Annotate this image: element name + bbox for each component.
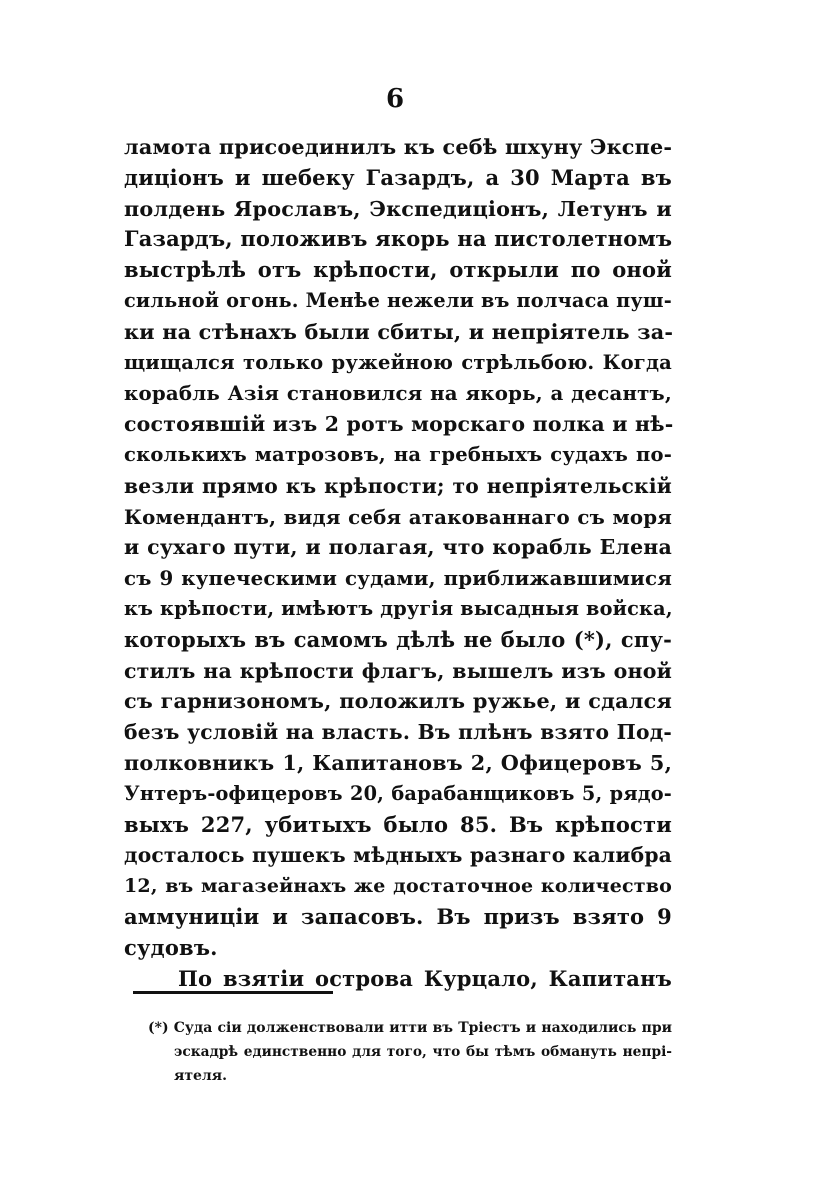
text-line: Унтеръ-офицеровъ 20, барабанщиковъ 5, рядо- xyxy=(124,781,672,805)
footnote-separator xyxy=(133,991,333,994)
footnote-line: (*) Суда сіи долженствовали итти въ Тріестъ и находились при xyxy=(148,1020,672,1036)
text-line: сильной огонь. Менѣе нежели въ полчаса пуш- xyxy=(124,288,672,312)
text-line: щищался только ружейною стрѣльбою. Когда xyxy=(124,350,672,374)
text-line: Газардъ, положивъ якорь на пистолетномъ xyxy=(124,226,673,252)
text-line: и сухаго пути, и полагая, что корабль Елена xyxy=(124,535,672,560)
text-line: сколькихъ матрозовъ, на гребныхъ судахъ по- xyxy=(124,442,672,466)
text-line: стилъ на крѣпости флагъ, вышелъ изъ оной xyxy=(124,658,672,683)
paragraph-start-line: По взятіи острова Курцало, Капитанъ xyxy=(178,965,672,991)
text-line: выхъ 227, убитыхъ было 85. Въ крѣпости xyxy=(124,811,672,837)
text-line: Комендантъ, видя себя атакованнаго съ моря xyxy=(124,504,672,529)
footnote-line: эскадрѣ единственно для того, что бы тѣмъ обмануть непрі- xyxy=(174,1044,672,1060)
text-line: 12, въ магазейнахъ же достаточное количество xyxy=(124,875,672,898)
text-line: которыхъ въ самомъ дѣлѣ не было (*), спу- xyxy=(124,626,672,652)
text-line: досталось пушекъ мѣдныхъ разнаго калибра xyxy=(124,843,672,868)
text-line: везли прямо къ крѣпости; то непріятельскій xyxy=(124,473,672,498)
page-number: 6 xyxy=(385,84,405,114)
text-line: судовъ. xyxy=(124,934,218,960)
text-line: безъ условій на власть. Въ плѣнъ взято Под- xyxy=(124,720,672,745)
text-line: аммуниціи и запасовъ. Въ призъ взято 9 xyxy=(124,903,672,929)
text-line: корабль Азія становился на якорь, а десантъ, xyxy=(124,381,672,406)
text-line: къ крѣпости, имѣютъ другія высадныя войска, xyxy=(124,596,673,620)
footnote-line: ятеля. xyxy=(174,1068,228,1084)
footnote xyxy=(148,1016,672,1088)
text-line: состоявшій изъ 2 ротъ морскаго полка и нѣ- xyxy=(124,412,674,437)
text-line: полковникъ 1, Капитановъ 2, Офицеровъ 5, xyxy=(124,750,672,775)
text-line: полдень Ярославъ, Экспедиціонъ, Летунъ и xyxy=(124,196,672,221)
text-line: ламота присоединилъ къ себѣ шхуну Экспе- xyxy=(124,135,673,159)
text-line: выстрѣлѣ отъ крѣпости, открыли по оной xyxy=(124,257,672,283)
text-line: съ гарнизономъ, положилъ ружье, и сдался xyxy=(124,689,672,714)
main-text xyxy=(124,132,672,994)
text-line: съ 9 купеческими судами, приближавшимися xyxy=(124,566,672,591)
text-line: диціонъ и шебеку Газардъ, а 30 Марта въ xyxy=(124,164,672,190)
text-line: ки на стѣнахъ были сбиты, и непріятель за- xyxy=(124,319,674,344)
